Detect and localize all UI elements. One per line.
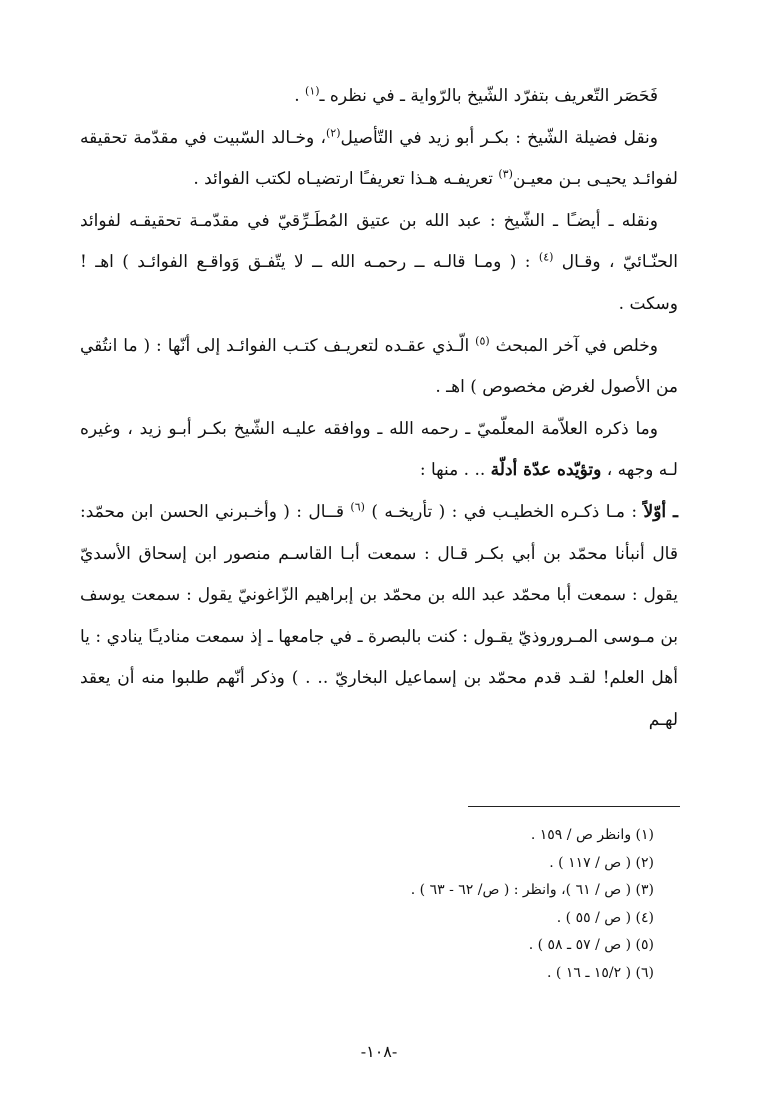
footnote-marker: (٣) bbox=[498, 167, 513, 181]
footnote-1: (١) وانظر ص / ١٥٩ . bbox=[530, 827, 654, 843]
paragraph-2 bbox=[80, 118, 678, 201]
footnote-marker: (٢) bbox=[325, 125, 341, 139]
text-run: ونقله ـ أيضـًا ـ الشّيخ : عبد الله بن عتيق المُطَـرِّقيّ في مقدّمـة تحقيقـه لفوائد الحنّـائيّ ، وقـال bbox=[80, 210, 678, 273]
paragraph-5 bbox=[80, 409, 678, 492]
text-run: تعريفـه هـذا تعريفـًا ارتضيـاه لكتب الفوائد . bbox=[193, 169, 499, 190]
bold-text-run: ـ أوّلاً bbox=[643, 501, 679, 522]
footnote-marker: (٦) bbox=[350, 500, 365, 514]
paragraph-1 bbox=[80, 76, 678, 118]
footnote-separator bbox=[468, 806, 680, 807]
text-run: وما ذكره العلاّمة المعلّميّ ـ رحمه الله ـ ووافقه عليـه الشّيخ بكـر أبـو زيد ، وغيره لـه وجهه ، bbox=[80, 418, 678, 481]
footnote-5: (٥) ( ص / ٥٧ ـ ٥٨ ) . bbox=[528, 937, 654, 953]
text-run: : ( ومـا قالـه ــ رحمـه الله ــ لا يتّفـق وَواقـع الفوائـد ) اهـ ! وسكت . bbox=[80, 252, 678, 314]
text-run: ونقل فضيلة الشّيخ : بكـر أبو زيد في التّأصيل bbox=[340, 127, 658, 148]
text-run: الّـذي عقـده لتعريـف كتـب الفوائـد إلى أنّها : ( ما انتُقي من الأصول لغرض مخصوص ) اهـ . bbox=[80, 335, 678, 398]
footnote-marker: (٥) bbox=[475, 333, 490, 347]
footnote-3: (٣) ( ص / ٦١ )، وانظر : ( ص/ ٦٢ - ٦٣ ) . bbox=[410, 882, 654, 898]
text-run: وخلص في آخر المبحث bbox=[489, 335, 658, 356]
page-number: -١٠٨- bbox=[360, 1042, 398, 1061]
paragraph-6 bbox=[80, 492, 678, 742]
text-run: .. . منها : bbox=[419, 460, 491, 481]
text-run: ، وخـالد السّبيت في مقدّمة تحقيقه لفوائـد يحيـى بـن معيـن bbox=[80, 127, 678, 190]
footnote-marker: (١) bbox=[305, 84, 320, 98]
paragraph-3 bbox=[80, 201, 678, 326]
text-run: : مـا ذكـره الخطيـب في : ( تأريخـه ) bbox=[364, 501, 644, 522]
paragraph-4 bbox=[80, 326, 678, 409]
footnote-2: (٢) ( ص / ١١٧ ) . bbox=[549, 854, 654, 871]
footnote-6: (٦) ( ١٥/٢ ـ ١٦ ) . bbox=[547, 964, 654, 981]
text-run: فَحَصَر التّعريف بتفرّد الشّيخ بالرّواية ـ في نظره ـ bbox=[319, 86, 658, 106]
text-run: . bbox=[294, 86, 306, 106]
bold-text-run: وتؤيّده عدّة أدلّة bbox=[490, 460, 602, 481]
text-run: قــال : ( وأخـبرني الحسن ابن محمّد: قال أنبأنا محمّد بن أبي بكـر قـال : سمعت أبـا القاسـم منصور ابن إسحاق الأسديّ يقول : سمعت أبا محمّد عبد الله بن محمّد بن إبراهيم الزّاغونيّ يقول : سمعت يوسف بن مـوسى المـروروذيّ يقـول : كنت بالبصرة ـ في جامعها ـ إذ سمعت مناديـًا ينادي : يا أهل العلم! لقـد قدم محمّد بن إسماعيل البخاريّ .. . ) وذكر أنّهم طلبوا منه أن يعقد لهـم bbox=[80, 501, 678, 730]
footnote-marker: (٤) bbox=[538, 250, 554, 264]
footnotes bbox=[300, 822, 654, 987]
footnote-4: (٤) ( ص / ٥٥ ) . bbox=[556, 909, 654, 926]
main-text bbox=[80, 76, 678, 742]
